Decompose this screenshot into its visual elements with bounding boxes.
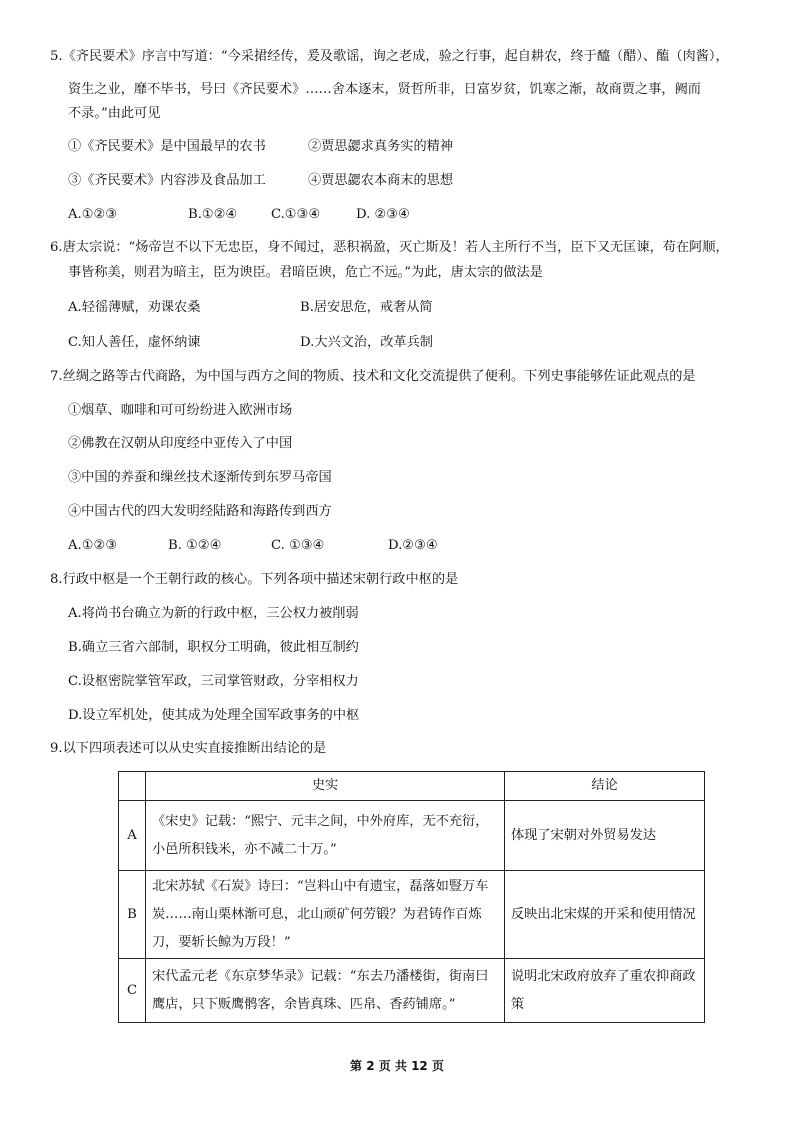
row-tag: B xyxy=(119,871,146,959)
q5-option-1: ①《齐民要术》是中国最早的农书 xyxy=(68,139,266,154)
q6-stem-line-1: 6.唐太宗说：“炀帝岂不以下无忠臣，身不闻过，恶积祸盈，灭亡斯及！若人主所行不当，臣下又无匡谏，苟在阿顺， xyxy=(50,240,729,255)
q7-stem: 7.丝绸之路等古代商路，为中国与西方之间的物质、技术和文化交流提供了便利。下列史事能够佐证此观点的是 xyxy=(50,369,696,384)
table-row xyxy=(119,871,705,959)
q7-choice-b: B. ①②④ xyxy=(168,538,222,553)
q9-stem: 9.以下四项表述可以从史实直接推断出结论的是 xyxy=(50,741,327,756)
table-header-row xyxy=(119,772,705,801)
q7-choice-a: A.①②③ xyxy=(68,538,118,553)
q5-choice-a: A.①②③ xyxy=(68,207,118,222)
row-conclusion-cell xyxy=(505,871,705,959)
q5-option-2: ②贾思勰求真务实的精神 xyxy=(308,139,454,154)
row-conclusion: 体现了宋朝对外贸易发达 xyxy=(511,827,657,843)
row-tag: A xyxy=(119,801,146,871)
row-fact-cell xyxy=(146,871,505,959)
header-blank-cell xyxy=(119,772,146,801)
q7-item-3: ③中国的养蚕和缫丝技术逐渐传到东罗马帝国 xyxy=(68,470,332,485)
q8-choice-a: A.将尚书台确立为新的行政中枢，三公权力被削弱 xyxy=(68,606,359,621)
row-tag: C xyxy=(119,959,146,1023)
q8-choice-d: D.设立军机处，使其成为处理全国军政事务的中枢 xyxy=(68,708,360,723)
q5-option-4: ④贾思勰农本商末的思想 xyxy=(308,173,454,188)
table-row xyxy=(119,959,705,1023)
header-fact: 史实 xyxy=(146,772,505,801)
row-conclusion: 反映出北宋煤的开采和使用情况 xyxy=(511,906,696,922)
q5-choice-d: D. ②③④ xyxy=(356,207,410,222)
q5-option-3: ③《齐民要术》内容涉及食品加工 xyxy=(68,173,266,188)
q5-choice-c: C.①③④ xyxy=(271,207,321,222)
row-conclusion: 说明北宋政府放弃了重农抑商政策 xyxy=(511,968,696,1012)
q7-choice-d: D.②③④ xyxy=(388,538,438,553)
q7-item-4: ④中国古代的四大发明经陆路和海路传到西方 xyxy=(68,504,332,519)
q6-choice-c: C.知人善任，虚怀纳谏 xyxy=(68,335,201,350)
q5-stem-line-3: 不录。”由此可见 xyxy=(68,106,161,121)
row-fact: 《宋史》记载：“熙宁、元丰之间，中外府库，无不充衍，小邑所积钱米，亦不减二十万。” xyxy=(152,813,489,857)
header-conclusion: 结论 xyxy=(505,772,705,801)
q6-choice-a: A.轻徭薄赋，劝课农桑 xyxy=(68,300,201,315)
q7-item-2: ②佛教在汉朝从印度经中亚传入了中国 xyxy=(68,436,293,451)
q6-choice-b: B.居安思危，戒奢从简 xyxy=(300,300,433,315)
q7-choice-c: C. ①③④ xyxy=(271,538,325,553)
row-conclusion-cell xyxy=(505,801,705,871)
q8-choice-c: C.设枢密院掌管军政，三司掌管财政，分宰相权力 xyxy=(68,674,359,689)
page-number-footer: 第 2 页 共 12 页 xyxy=(350,1059,444,1073)
row-fact: 北宋苏轼《石炭》诗曰：“岂料山中有遗宝，磊落如豎万车炭……南山栗林渐可息，北山顽矿何劳锻？为君铸作百炼刀，要斩长鲸为万段！” xyxy=(152,878,489,950)
q9-facts-table xyxy=(118,771,705,1023)
q5-choice-b: B.①②④ xyxy=(188,207,238,222)
q5-stem-line-2: 资生之业，靡不毕书，号曰《齐民要术》……舍本逐末，贤哲所非，日富岁贫，饥寒之渐，故商贾之事，阙而 xyxy=(68,82,701,97)
row-fact-cell xyxy=(146,801,505,871)
table-row xyxy=(119,801,705,871)
q5-stem-line-1: 5.《齐民要术》序言中写道：“今采捃经传，爰及歌谣，询之老成，验之行事，起自耕农，终于醯（醋）、醢（肉酱）， xyxy=(50,49,729,64)
q7-item-1: ①烟草、咖啡和可可纷纷进入欧洲市场 xyxy=(68,403,293,418)
row-fact: 宋代孟元老《东京梦华录》记载：“东去乃潘楼街，街南曰鹰店，只下贩鹰鹘客，余皆真珠、匹帛、香药铺席。” xyxy=(152,968,489,1012)
q6-stem-line-2: 事皆称美，则君为暗主，臣为谀臣。君暗臣谀，危亡不远。”为此，唐太宗的做法是 xyxy=(68,265,543,280)
q8-choice-b: B.确立三省六部制，职权分工明确，彼此相互制约 xyxy=(68,640,359,655)
q8-stem: 8.行政中枢是一个王朝行政的核心。下列各项中描述宋朝行政中枢的是 xyxy=(50,572,459,587)
row-conclusion-cell xyxy=(505,959,705,1023)
q6-choice-d: D.大兴文治，改革兵制 xyxy=(300,335,433,350)
row-fact-cell xyxy=(146,959,505,1023)
